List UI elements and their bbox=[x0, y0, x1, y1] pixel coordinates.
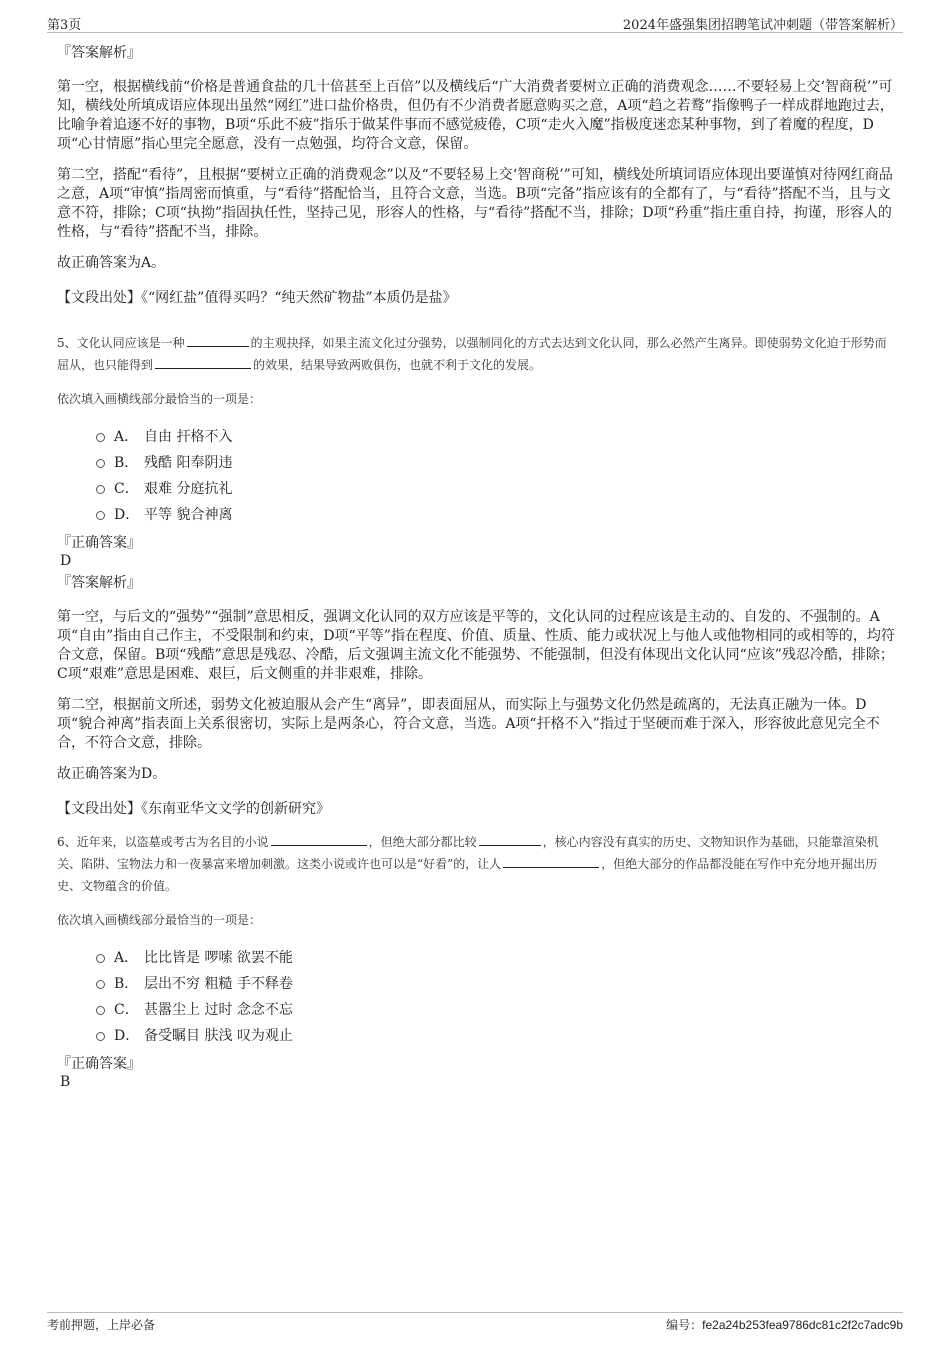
page-footer bbox=[47, 1312, 903, 1333]
option-letter: B． bbox=[114, 455, 139, 471]
fill-blank bbox=[271, 833, 367, 846]
fill-blank bbox=[479, 833, 541, 846]
question-prompt: 依次填入画横线部分最恰当的一项是： bbox=[57, 392, 262, 406]
radio-icon[interactable] bbox=[96, 485, 105, 494]
radio-icon[interactable] bbox=[96, 511, 105, 520]
option-letter: A． bbox=[114, 950, 139, 966]
option-b[interactable] bbox=[96, 450, 897, 476]
correct-answer: D bbox=[60, 553, 72, 569]
radio-icon[interactable] bbox=[96, 1032, 105, 1041]
radio-icon[interactable] bbox=[96, 433, 105, 442]
option-text: 层出不穷 粗糙 手不释卷 bbox=[144, 976, 293, 992]
radio-icon[interactable] bbox=[96, 980, 105, 989]
option-letter: C． bbox=[114, 1002, 139, 1018]
correct-answer-heading: 『正确答案』 bbox=[57, 535, 141, 551]
code-value: fe2a24b253fea9786dc81c2f2c7adc9b bbox=[702, 1318, 903, 1332]
option-list bbox=[57, 945, 897, 1049]
option-b[interactable] bbox=[96, 971, 897, 997]
question-text-part: 近年来，以盗墓或考古为名目的小说 bbox=[76, 835, 269, 849]
option-c[interactable] bbox=[96, 997, 897, 1023]
radio-icon[interactable] bbox=[96, 954, 105, 963]
fill-blank bbox=[503, 855, 599, 868]
footer-slogan: 考前押题，上岸必备 bbox=[47, 1318, 156, 1332]
option-text: 甚嚣尘上 过时 念念不忘 bbox=[144, 1002, 293, 1018]
correct-answer-heading: 『正确答案』 bbox=[57, 1056, 141, 1072]
correct-answer: B bbox=[60, 1074, 71, 1090]
answer-conclusion: 故正确答案为A。 bbox=[57, 255, 166, 271]
option-d[interactable] bbox=[96, 1023, 897, 1049]
fill-blank bbox=[155, 356, 251, 369]
page-header bbox=[47, 12, 903, 33]
source-citation: 【文段出处】《东南亚华文文学的创新研究》 bbox=[57, 801, 330, 817]
page-number: 第3页 bbox=[47, 18, 82, 33]
analysis-paragraph: 第一空，根据横线前“价格是普通食盐的几十倍甚至上百倍”以及横线后“广大消费者要树立正确的消费观念……不要轻易上交‘智商税’”可知，横线处所填成语应体现出虽然“网红”进口盐价格贵，但仍有不少消费者愿意购买之意，A项“趋之若鹜”指像鸭子一样成群地跑过去，比喻争着追逐不好的事物，B项“乐此不疲”指乐于做某件事而不感觉疲倦，C项“走火入魔”指极度迷恋某种事物，到了着魔的程度，D项“心甘情愿”指心里完全愿意，没有一点勉强，均符合文意，保留。 bbox=[57, 79, 894, 152]
document-code bbox=[666, 1316, 903, 1333]
analysis-paragraph: 第一空，与后文的“强势”“强制”意思相反，强调文化认同的双方应该是平等的，文化认同的过程应该是主动的、自发的、不强制的。A项“自由”指由自己作主，不受限制和约束，D项“平等”指在程度、价值、质量、性质、能力或状况上与他人或他物相同的或相等的，均符合文意，保留。B项“残酷”意思是残忍、冷酷，后文强调主流文化不能强势、不能强制，但没有体现出文化认同“应该”残忍冷酷，排除；C项“艰难”意思是困难、艰巨，后文侧重的并非艰难，排除。 bbox=[57, 609, 895, 682]
question-number: 5、 bbox=[57, 336, 77, 350]
analysis-heading: 『答案解析』 bbox=[57, 45, 141, 61]
option-a[interactable] bbox=[96, 945, 897, 971]
option-a[interactable] bbox=[96, 424, 897, 450]
question-5-text bbox=[57, 332, 897, 376]
question-text-part: ，但绝大部分都比较 bbox=[368, 835, 477, 849]
option-text: 自由 扞格不入 bbox=[144, 429, 233, 445]
page-content bbox=[57, 44, 897, 1095]
option-text: 备受瞩目 肤浅 叹为观止 bbox=[144, 1028, 293, 1044]
option-list bbox=[57, 424, 897, 528]
option-letter: D． bbox=[114, 1028, 140, 1044]
analysis-heading: 『答案解析』 bbox=[57, 575, 141, 591]
analysis-paragraph: 第二空，根据前文所述，弱势文化被迫服从会产生“离异”，即表面屈从，而实际上与强势文化仍然是疏离的，无法真正融为一体。D项“貌合神离”指表面上关系很密切，实际上是两条心，符合文意，当选。A项“扞格不入”指过于坚硬而难于深入，形容彼此意见完全不合，不符合文意，排除。 bbox=[57, 697, 880, 751]
question-prompt: 依次填入画横线部分最恰当的一项是： bbox=[57, 913, 262, 927]
option-letter: A． bbox=[114, 429, 139, 445]
document-title: 2024年盛强集团招聘笔试冲刺题（带答案解析） bbox=[622, 18, 903, 33]
question-text-part: 的主观抉择，如果主流文化过分强势，以强制同化的方式去达到文化认同，那么必然产生离异。即使弱势文化迫于形势而屈从，也只能得到 bbox=[57, 336, 887, 372]
option-letter: D． bbox=[114, 507, 140, 523]
option-text: 艰难 分庭抗礼 bbox=[144, 481, 233, 497]
question-text-part: ，但绝大部分的作品都没能在写作中充分地开掘出历史、文物蕴含的价值。 bbox=[57, 857, 878, 893]
question-6-text bbox=[57, 831, 897, 897]
question-number: 6、 bbox=[57, 835, 77, 849]
analysis-paragraph: 第二空，搭配“看待”，且根据“要树立正确的消费观念”以及“不要轻易上交‘智商税’”可知，横线处所填词语应体现出要谨慎对待网红商品之意，A项“审慎”指周密而慎重，与“看待”搭配恰当，且符合文意，当选。B项“完备”指应该有的全都有了，与“看待”搭配不当，且与文意不符，排除；C项“执拗”指固执任性，坚持己见，形容人的性格，与“看待”搭配不当，排除；D项“矜重”指庄重自持，拘谨，形容人的性格，与“看待”搭配不当，排除。 bbox=[57, 167, 893, 240]
source-citation: 【文段出处】《“网红盐”值得买吗？“纯天然矿物盐”本质仍是盐》 bbox=[57, 290, 457, 306]
option-letter: C． bbox=[114, 481, 139, 497]
radio-icon[interactable] bbox=[96, 1006, 105, 1015]
code-label: 编号： bbox=[666, 1318, 703, 1332]
option-text: 残酷 阳奉阴违 bbox=[144, 455, 233, 471]
option-text: 平等 貌合神离 bbox=[144, 507, 233, 523]
answer-conclusion: 故正确答案为D。 bbox=[57, 766, 167, 782]
fill-blank bbox=[187, 334, 249, 347]
question-text-part: 文化认同应该是一种 bbox=[76, 336, 185, 350]
option-d[interactable] bbox=[96, 502, 897, 528]
radio-icon[interactable] bbox=[96, 459, 105, 468]
question-text-part: ，核心内容没有真实的历史、文物知识作为基础，只能靠渲染机关、陷阱、宝物法力和一夜暴富来增加刺激。这类小说或许也可以是“好看”的，让人 bbox=[57, 835, 879, 871]
option-text: 比比皆是 啰嗦 欲罢不能 bbox=[144, 950, 293, 966]
option-letter: B． bbox=[114, 976, 139, 992]
question-text-part: 的效果，结果导致两败俱伤，也就不利于文化的发展。 bbox=[253, 358, 542, 372]
option-c[interactable] bbox=[96, 476, 897, 502]
